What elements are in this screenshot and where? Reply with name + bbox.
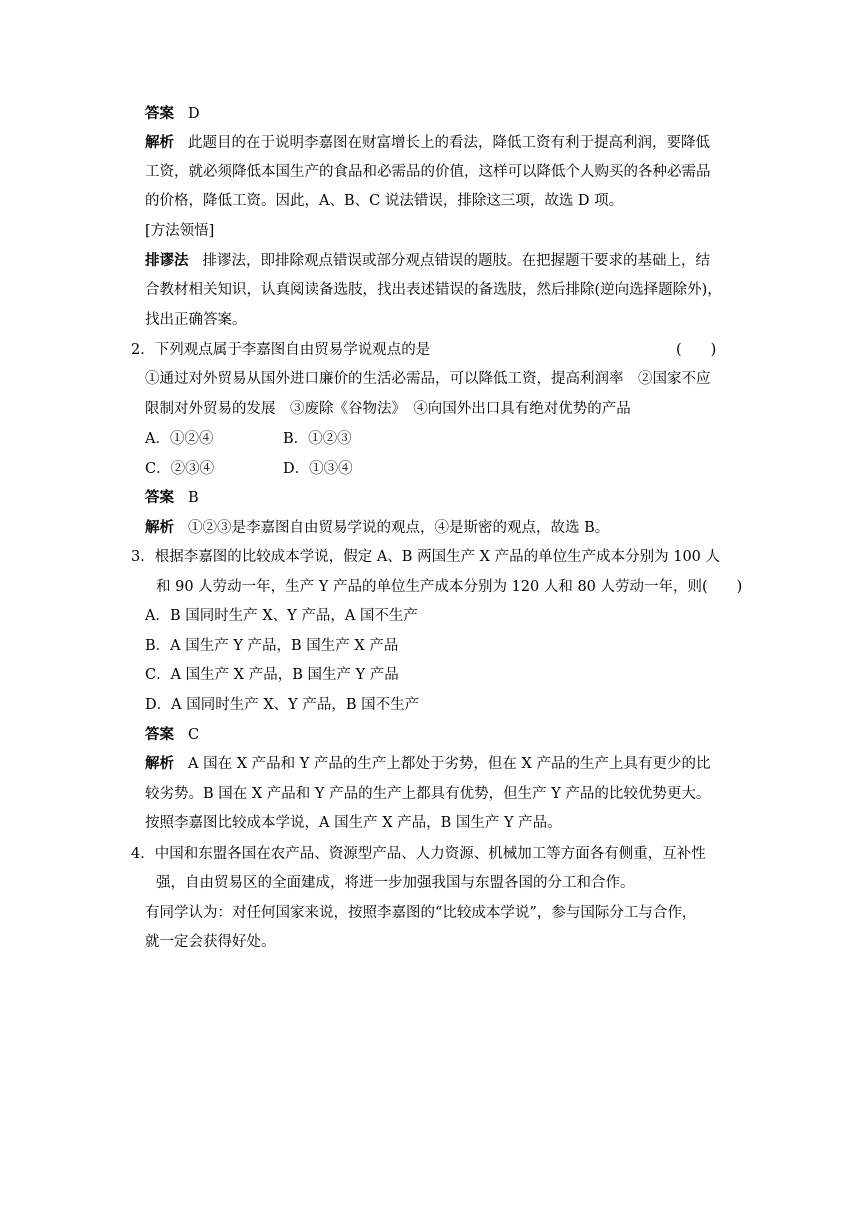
analysis-label: 解析	[145, 755, 174, 772]
answer-label: 答案	[145, 726, 174, 743]
q2-option-c: C．②③④	[145, 461, 215, 477]
q3-stem-line-2: 和 90 人劳动一年，生产 Y 产品的单位生产成本分别为 120 人和 80 人劳动一年，则( )	[156, 579, 743, 595]
method-line-3: 找出正确答案。	[145, 312, 247, 328]
q2-option-b: B．①②③	[283, 431, 352, 447]
answer-label: 答案	[145, 489, 174, 506]
q1-analysis-line-2: 工资，就必须降低本国生产的食品和必需品的价值，这样可以降低个人购买的各种必需品	[145, 164, 711, 180]
q4-opinion-line-2: 就一定会获得好处。	[145, 934, 276, 950]
answer-value: C	[188, 727, 200, 743]
method-line-2: 合教材相关知识，认真阅读备选肢，找出表述错误的备选肢，然后排除(逆向选择题除外)，	[145, 282, 722, 298]
q3-stem-line-1: 3．根据李嘉图的比较成本学说，假定 A、B 两国生产 X 产品的单位生产成本分别为 100 人	[131, 549, 721, 565]
q1-answer	[145, 104, 200, 124]
q3-option-d: D．A 国同时生产 X、Y 产品，B 国不生产	[145, 697, 420, 713]
q3-option-c: C．A 国生产 X 产品，B 国生产 Y 产品	[145, 667, 399, 683]
method-heading: [方法领悟]	[145, 223, 215, 239]
analysis-label: 解析	[145, 519, 174, 536]
q1-analysis-line-3: 的价格，降低工资。因此，A、B、C 说法错误，排除这三项，故选 D 项。	[145, 193, 624, 209]
q2-answer	[145, 488, 199, 508]
method-line-1: 排谬法 排谬法，即排除观点错误或部分观点错误的题肢。在把握题干要求的基础上，结	[145, 252, 710, 269]
q2-analysis: 解析 ①②③是李嘉图自由贸易学说的观点，④是斯密的观点，故选 B。	[145, 519, 610, 536]
q3-analysis-line-2: 较劣势。B 国在 X 产品和 Y 产品的生产上都具有优势，但生产 Y 产品的比较优势更大。	[145, 786, 711, 802]
q2-statement-line-2: 限制对外贸易的发展 ③废除《谷物法》 ④向国外出口具有绝对优势的产品	[145, 401, 631, 417]
answer-value: D	[188, 106, 200, 122]
q4-stem-line-1: 4．中国和东盟各国在农产品、资源型产品、人力资源、机械加工等方面各有侧重，互补性	[131, 846, 706, 862]
q2-option-a: A．①②④	[145, 431, 214, 447]
answer-value: B	[188, 490, 199, 506]
answer-label: 答案	[145, 105, 174, 122]
q3-option-b: B．A 国生产 Y 产品，B 国生产 X 产品	[145, 638, 399, 654]
q1-analysis-line-1: 解析 此题目的在于说明李嘉图在财富增长上的看法，降低工资有利于提高利润，要降低	[145, 134, 710, 151]
q4-opinion-line-1: 有同学认为：对任何国家来说，按照李嘉图的“比较成本学说”，参与国际分工与合作，	[145, 905, 697, 921]
q2-option-d: D．①③④	[283, 461, 353, 477]
q3-option-a: A．B 国同时生产 X、Y 产品，A 国不生产	[145, 608, 418, 624]
q3-answer	[145, 725, 199, 745]
q2-statement-line-1: ①通过对外贸易从国外进口廉价的生活必需品，可以降低工资，提高利润率 ②国家不应	[145, 371, 711, 387]
q2-options-row-1	[145, 429, 352, 449]
q3-analysis-line-1: 解析 A 国在 X 产品和 Y 产品的生产上都处于劣势，但在 X 产品的生产上具有更少的比	[145, 755, 711, 772]
method-label: 排谬法	[145, 252, 189, 269]
analysis-label: 解析	[145, 134, 174, 151]
q4-stem-line-2: 强，自由贸易区的全面建成，将进一步加强我国与东盟各国的分工和合作。	[156, 875, 635, 891]
q3-analysis-line-3: 按照李嘉图比较成本学说，A 国生产 X 产品，B 国生产 Y 产品。	[145, 815, 562, 831]
q2-options-row-2	[145, 459, 353, 479]
q2-answer-bracket: ( )	[676, 342, 717, 358]
q2-stem: 2．下列观点属于李嘉图自由贸易学说观点的是	[131, 342, 431, 358]
